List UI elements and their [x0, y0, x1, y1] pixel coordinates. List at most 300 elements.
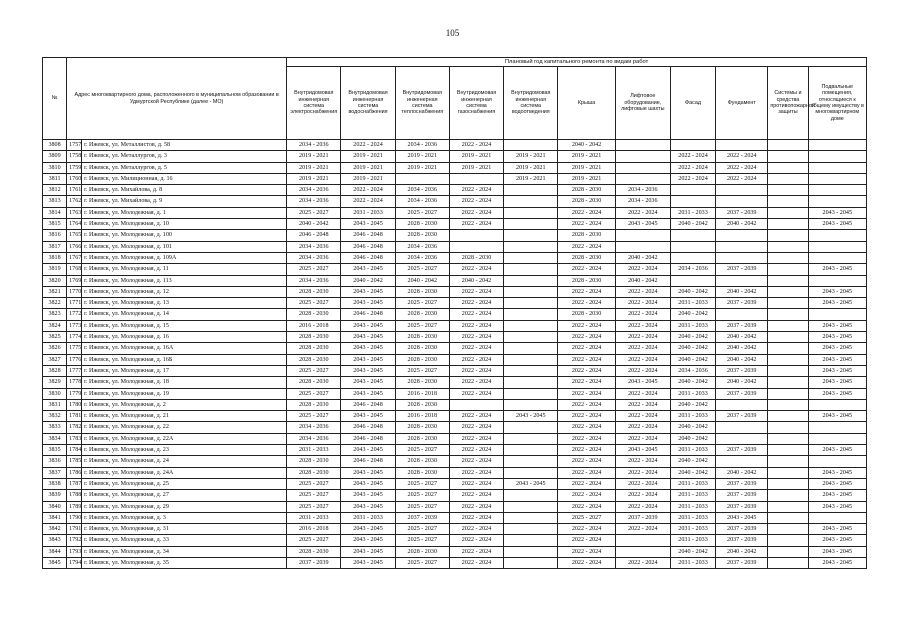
row-year-cell: 2019 - 2021: [287, 173, 341, 184]
row-sub-number: 1791: [67, 524, 82, 535]
row-year-cell: 2022 - 2024: [615, 354, 670, 365]
row-year-cell: 2025 - 2027: [395, 264, 449, 275]
row-year-cell: 2022 - 2024: [615, 524, 670, 535]
row-year-cell: 2034 - 2036: [395, 185, 449, 196]
table-row: [43, 252, 867, 263]
row-year-cell: 2022 - 2024: [449, 365, 503, 376]
row-year-cell: 2022 - 2024: [615, 501, 670, 512]
row-address: г. Ижевск, ул. Молодежная, д. 25: [82, 478, 287, 489]
row-year-cell: 2022 - 2024: [449, 388, 503, 399]
row-number: 3813: [43, 196, 67, 207]
row-year-cell: 2037 - 2039: [287, 557, 341, 568]
row-year-cell: [449, 230, 503, 241]
row-year-cell: [716, 196, 768, 207]
row-sub-number: 1760: [67, 173, 82, 184]
row-year-cell: [504, 433, 558, 444]
row-year-cell: [615, 173, 670, 184]
row-year-cell: 2028 - 2030: [287, 467, 341, 478]
row-year-cell: [716, 399, 768, 410]
row-year-cell: 2043 - 2045: [808, 320, 866, 331]
row-year-cell: [504, 230, 558, 241]
row-year-cell: 2043 - 2045: [716, 512, 768, 523]
row-address: г. Ижевск, ул. Молодежная, д. 12: [82, 286, 287, 297]
page-number: 105: [445, 28, 460, 38]
row-year-cell: [504, 286, 558, 297]
row-address: г. Ижевск, ул. Молодежная, д. 22: [82, 422, 287, 433]
row-address: г. Ижевск, ул. Металлургов, д. 5: [82, 162, 287, 173]
row-year-cell: 2037 - 2039: [716, 490, 768, 501]
row-year-cell: 2043 - 2045: [341, 411, 395, 422]
row-year-cell: 2040 - 2042: [287, 219, 341, 230]
row-year-cell: [768, 490, 808, 501]
header-work-type: Внутридомовая инженерная система водоснабжения: [341, 67, 395, 140]
row-year-cell: [395, 173, 449, 184]
row-year-cell: 2043 - 2045: [341, 478, 395, 489]
table-row: [43, 140, 867, 151]
table-row: [43, 173, 867, 184]
row-year-cell: 2022 - 2024: [615, 422, 670, 433]
row-year-cell: 2043 - 2045: [808, 490, 866, 501]
capital-repair-table: [42, 57, 867, 569]
row-year-cell: [768, 343, 808, 354]
row-year-cell: 2028 - 2030: [395, 354, 449, 365]
row-number: 3827: [43, 354, 67, 365]
row-year-cell: 2019 - 2021: [395, 162, 449, 173]
row-year-cell: 2025 - 2027: [395, 524, 449, 535]
row-number: 3828: [43, 365, 67, 376]
row-address: г. Ижевск, ул. Молодежная, д. 11: [82, 264, 287, 275]
row-year-cell: 2022 - 2024: [449, 298, 503, 309]
row-year-cell: 2046 - 2048: [287, 230, 341, 241]
row-year-cell: 2022 - 2024: [341, 140, 395, 151]
row-year-cell: 2040 - 2042: [716, 546, 768, 557]
row-address: г. Ижевск, ул. Молодежная, д. 16Б: [82, 354, 287, 365]
header-work-type: Системы и средства противопожарной защиты: [768, 67, 808, 140]
row-year-cell: 2022 - 2024: [449, 490, 503, 501]
row-address: г. Ижевск, ул. Молодежная, д. 1: [82, 207, 287, 218]
row-year-cell: 2022 - 2024: [615, 365, 670, 376]
row-year-cell: [504, 377, 558, 388]
row-number: 3817: [43, 241, 67, 252]
row-year-cell: 2043 - 2045: [808, 501, 866, 512]
row-year-cell: 2043 - 2045: [808, 535, 866, 546]
row-year-cell: 2040 - 2042: [716, 377, 768, 388]
row-year-cell: 2046 - 2048: [341, 309, 395, 320]
row-year-cell: 2022 - 2024: [615, 456, 670, 467]
row-year-cell: [716, 230, 768, 241]
row-year-cell: [716, 456, 768, 467]
row-number: 3842: [43, 524, 67, 535]
row-year-cell: [504, 252, 558, 263]
row-year-cell: 2028 - 2030: [287, 343, 341, 354]
row-year-cell: 2043 - 2045: [808, 546, 866, 557]
row-year-cell: 2043 - 2045: [808, 377, 866, 388]
row-year-cell: 2043 - 2045: [808, 467, 866, 478]
row-year-cell: [808, 275, 866, 286]
row-year-cell: [615, 162, 670, 173]
row-year-cell: 2022 - 2024: [558, 377, 615, 388]
row-year-cell: 2043 - 2045: [808, 219, 866, 230]
row-year-cell: 2025 - 2027: [395, 445, 449, 456]
row-sub-number: 1794: [67, 557, 82, 568]
row-year-cell: [615, 140, 670, 151]
row-year-cell: 2019 - 2021: [341, 162, 395, 173]
row-year-cell: [768, 433, 808, 444]
row-year-cell: 2022 - 2024: [558, 546, 615, 557]
row-year-cell: [504, 343, 558, 354]
table-row: [43, 445, 867, 456]
row-sub-number: 1792: [67, 535, 82, 546]
row-address: г. Ижевск, ул. Молодежная, д. 14: [82, 309, 287, 320]
row-year-cell: 2037 - 2039: [716, 365, 768, 376]
row-address: г. Ижевск, ул. Молодежная, д. 18: [82, 377, 287, 388]
row-year-cell: 2043 - 2045: [341, 219, 395, 230]
row-year-cell: 2043 - 2045: [341, 298, 395, 309]
row-year-cell: 2031 - 2033: [670, 445, 715, 456]
row-year-cell: 2022 - 2024: [449, 343, 503, 354]
row-year-cell: 2022 - 2024: [449, 196, 503, 207]
row-year-cell: [768, 445, 808, 456]
row-year-cell: [716, 422, 768, 433]
row-year-cell: 2022 - 2024: [615, 411, 670, 422]
header-work-type: Внутридомовая инженерная система газоснабжения: [449, 67, 503, 140]
row-year-cell: 2019 - 2021: [395, 151, 449, 162]
table-row: [43, 433, 867, 444]
row-year-cell: 2043 - 2045: [341, 445, 395, 456]
table-row: [43, 162, 867, 173]
row-number: 3821: [43, 286, 67, 297]
row-year-cell: 2040 - 2042: [670, 377, 715, 388]
row-year-cell: 2031 - 2033: [341, 207, 395, 218]
row-year-cell: 2043 - 2045: [341, 535, 395, 546]
row-address: г. Ижевск, ул. Молодежная, д. 109А: [82, 252, 287, 263]
row-year-cell: 2022 - 2024: [449, 309, 503, 320]
row-number: 3810: [43, 162, 67, 173]
row-year-cell: 2037 - 2039: [716, 524, 768, 535]
row-year-cell: 2046 - 2048: [341, 399, 395, 410]
row-year-cell: [504, 354, 558, 365]
row-sub-number: 1767: [67, 252, 82, 263]
row-sub-number: 1758: [67, 151, 82, 162]
row-year-cell: 2022 - 2024: [558, 298, 615, 309]
table-row: [43, 275, 867, 286]
row-year-cell: 2016 - 2018: [287, 320, 341, 331]
row-year-cell: [504, 365, 558, 376]
row-year-cell: 2028 - 2030: [395, 332, 449, 343]
row-year-cell: 2040 - 2042: [615, 252, 670, 263]
row-address: г. Ижевск, ул. Молодежная, д. 21: [82, 411, 287, 422]
row-address: г. Ижевск, ул. Молодежная, д. 24А: [82, 467, 287, 478]
row-year-cell: 2043 - 2045: [808, 524, 866, 535]
row-year-cell: 2025 - 2027: [395, 478, 449, 489]
row-year-cell: 2028 - 2030: [395, 399, 449, 410]
row-year-cell: 2028 - 2030: [287, 286, 341, 297]
row-year-cell: [504, 275, 558, 286]
row-year-cell: 2037 - 2039: [716, 535, 768, 546]
row-year-cell: 2028 - 2030: [395, 286, 449, 297]
row-year-cell: 2040 - 2042: [716, 467, 768, 478]
row-year-cell: 2022 - 2024: [449, 546, 503, 557]
row-year-cell: 2034 - 2036: [287, 241, 341, 252]
row-year-cell: 2037 - 2039: [716, 411, 768, 422]
row-year-cell: [808, 456, 866, 467]
table-row: [43, 557, 867, 568]
row-year-cell: 2034 - 2036: [395, 140, 449, 151]
row-year-cell: 2031 - 2033: [670, 501, 715, 512]
row-year-cell: 2037 - 2039: [716, 478, 768, 489]
row-year-cell: 2034 - 2036: [395, 241, 449, 252]
row-year-cell: [808, 140, 866, 151]
row-year-cell: [768, 196, 808, 207]
table-row: [43, 286, 867, 297]
row-year-cell: 2031 - 2033: [670, 490, 715, 501]
row-year-cell: 2019 - 2021: [504, 151, 558, 162]
row-year-cell: 2022 - 2024: [558, 456, 615, 467]
row-address: г. Ижевск, ул. Молодежная, д. 22А: [82, 433, 287, 444]
header-work-type: Внутридомовая инженерная система водоотведения: [504, 67, 558, 140]
row-year-cell: 2028 - 2030: [287, 456, 341, 467]
row-year-cell: 2043 - 2045: [808, 365, 866, 376]
row-year-cell: 2022 - 2024: [449, 524, 503, 535]
row-number: 3826: [43, 343, 67, 354]
row-year-cell: [768, 264, 808, 275]
row-year-cell: 2034 - 2036: [615, 185, 670, 196]
row-year-cell: 2025 - 2027: [395, 365, 449, 376]
row-year-cell: 2022 - 2024: [615, 298, 670, 309]
row-year-cell: 2022 - 2024: [615, 286, 670, 297]
row-year-cell: 2037 - 2039: [716, 501, 768, 512]
row-year-cell: [670, 196, 715, 207]
row-year-cell: 2022 - 2024: [449, 557, 503, 568]
row-year-cell: [504, 241, 558, 252]
row-year-cell: 2019 - 2021: [558, 173, 615, 184]
row-year-cell: 2022 - 2024: [558, 219, 615, 230]
row-year-cell: [768, 286, 808, 297]
row-year-cell: [504, 422, 558, 433]
table-row: [43, 377, 867, 388]
header-work-type: Лифтовое оборудование, лифтовые шахты: [615, 67, 670, 140]
row-year-cell: 2040 - 2042: [670, 467, 715, 478]
row-year-cell: 2022 - 2024: [558, 207, 615, 218]
row-year-cell: 2043 - 2045: [808, 388, 866, 399]
row-year-cell: 2016 - 2018: [287, 524, 341, 535]
row-year-cell: 2043 - 2045: [341, 365, 395, 376]
row-year-cell: 2040 - 2042: [716, 354, 768, 365]
row-year-cell: 2022 - 2024: [449, 501, 503, 512]
row-year-cell: 2022 - 2024: [615, 478, 670, 489]
row-address: г. Ижевск, ул. Молодежная, д. 16А: [82, 343, 287, 354]
row-year-cell: 2028 - 2030: [558, 275, 615, 286]
row-year-cell: 2043 - 2045: [341, 264, 395, 275]
row-sub-number: 1785: [67, 456, 82, 467]
row-number: 3809: [43, 151, 67, 162]
row-year-cell: 2043 - 2045: [615, 219, 670, 230]
row-year-cell: 2025 - 2027: [287, 501, 341, 512]
row-year-cell: 2040 - 2042: [670, 546, 715, 557]
header-work-type: Подвальные помещения, относящиеся к общему имуществу в многоквартирном доме: [808, 67, 866, 140]
row-year-cell: 2025 - 2027: [287, 264, 341, 275]
row-year-cell: [768, 377, 808, 388]
row-year-cell: [768, 230, 808, 241]
row-year-cell: [670, 140, 715, 151]
row-year-cell: 2043 - 2045: [341, 501, 395, 512]
row-year-cell: [670, 241, 715, 252]
row-year-cell: [504, 535, 558, 546]
header-work-type: Фасад: [670, 67, 715, 140]
row-year-cell: 2019 - 2021: [287, 162, 341, 173]
row-sub-number: 1763: [67, 207, 82, 218]
header-work-type: Фундамент: [716, 67, 768, 140]
row-year-cell: 2025 - 2027: [395, 207, 449, 218]
row-year-cell: [768, 309, 808, 320]
row-sub-number: 1762: [67, 196, 82, 207]
row-year-cell: [808, 512, 866, 523]
row-year-cell: 2040 - 2042: [615, 275, 670, 286]
row-year-cell: 2022 - 2024: [558, 388, 615, 399]
table-row: [43, 411, 867, 422]
row-year-cell: [504, 546, 558, 557]
row-year-cell: 2028 - 2030: [395, 433, 449, 444]
row-year-cell: 2025 - 2027: [558, 512, 615, 523]
row-number: 3814: [43, 207, 67, 218]
row-year-cell: 2040 - 2042: [670, 219, 715, 230]
row-year-cell: 2022 - 2024: [615, 399, 670, 410]
header-work-type: Внутридомовая инженерная система электроснабжения: [287, 67, 341, 140]
row-year-cell: 2043 - 2045: [808, 478, 866, 489]
row-year-cell: 2040 - 2042: [670, 354, 715, 365]
row-year-cell: [449, 241, 503, 252]
row-year-cell: [670, 275, 715, 286]
row-address: г. Ижевск, ул. Молодежная, д. 19: [82, 388, 287, 399]
row-year-cell: 2040 - 2042: [670, 399, 715, 410]
header-group: Плановый год капитального ремонта по видам работ: [287, 58, 867, 67]
row-number: 3820: [43, 275, 67, 286]
row-year-cell: 2028 - 2030: [395, 422, 449, 433]
row-year-cell: [504, 140, 558, 151]
row-number: 3837: [43, 467, 67, 478]
row-year-cell: [504, 219, 558, 230]
header-num: №: [43, 58, 67, 140]
row-address: г. Ижевск, ул. Молодежная, д. 24: [82, 456, 287, 467]
row-year-cell: 2016 - 2018: [395, 411, 449, 422]
row-year-cell: 2031 - 2033: [670, 535, 715, 546]
row-year-cell: 2022 - 2024: [558, 264, 615, 275]
row-address: г. Ижевск, ул. Милиционная, д. 16: [82, 173, 287, 184]
row-year-cell: 2028 - 2030: [395, 377, 449, 388]
row-year-cell: 2043 - 2045: [341, 286, 395, 297]
row-year-cell: 2043 - 2045: [615, 445, 670, 456]
row-address: г. Ижевск, ул. Молодежная, д. 33: [82, 535, 287, 546]
row-year-cell: [768, 399, 808, 410]
row-address: г. Ижевск, ул. Молодежная, д. 100: [82, 230, 287, 241]
table-row: [43, 478, 867, 489]
row-year-cell: 2022 - 2024: [449, 411, 503, 422]
table-row: [43, 456, 867, 467]
row-sub-number: 1777: [67, 365, 82, 376]
row-year-cell: [768, 501, 808, 512]
table-row: [43, 264, 867, 275]
row-year-cell: [716, 252, 768, 263]
row-year-cell: 2043 - 2045: [808, 343, 866, 354]
row-year-cell: 2043 - 2045: [615, 377, 670, 388]
row-year-cell: [504, 185, 558, 196]
table-row: [43, 219, 867, 230]
row-year-cell: 2043 - 2045: [341, 490, 395, 501]
row-sub-number: 1780: [67, 399, 82, 410]
row-year-cell: 2019 - 2021: [449, 162, 503, 173]
row-sub-number: 1776: [67, 354, 82, 365]
row-number: 3829: [43, 377, 67, 388]
row-year-cell: 2043 - 2045: [808, 411, 866, 422]
row-address: г. Ижевск, ул. Молодежная, д. 13: [82, 298, 287, 309]
table-row: [43, 185, 867, 196]
row-number: 3822: [43, 298, 67, 309]
row-year-cell: [768, 535, 808, 546]
row-year-cell: 2022 - 2024: [558, 332, 615, 343]
table-row: [43, 365, 867, 376]
row-year-cell: 2022 - 2024: [449, 456, 503, 467]
row-address: г. Ижевск, ул. Металлистов, д. 58: [82, 140, 287, 151]
row-number: 3844: [43, 546, 67, 557]
row-address: г. Ижевск, ул. Михайлова, д. 8: [82, 185, 287, 196]
row-year-cell: 2043 - 2045: [808, 557, 866, 568]
row-year-cell: 2022 - 2024: [558, 433, 615, 444]
row-year-cell: [768, 252, 808, 263]
table-row: [43, 388, 867, 399]
row-year-cell: 2025 - 2027: [287, 388, 341, 399]
row-year-cell: 2022 - 2024: [615, 467, 670, 478]
row-year-cell: 2022 - 2024: [558, 365, 615, 376]
row-address: г. Ижевск, ул. Молодежная, д. 31: [82, 524, 287, 535]
row-address: г. Ижевск, ул. Металлургов, д. 3: [82, 151, 287, 162]
row-year-cell: [768, 388, 808, 399]
row-year-cell: 2028 - 2030: [287, 354, 341, 365]
row-year-cell: [504, 388, 558, 399]
row-year-cell: 2037 - 2039: [716, 388, 768, 399]
row-year-cell: 2019 - 2021: [504, 162, 558, 173]
row-year-cell: 2022 - 2024: [615, 433, 670, 444]
row-year-cell: [768, 422, 808, 433]
row-address: г. Ижевск, ул. Молодежная, д. 15: [82, 320, 287, 331]
row-year-cell: 2022 - 2024: [449, 140, 503, 151]
row-year-cell: 2019 - 2021: [504, 173, 558, 184]
row-year-cell: [670, 185, 715, 196]
row-number: 3823: [43, 309, 67, 320]
row-year-cell: 2037 - 2039: [716, 557, 768, 568]
row-year-cell: 2043 - 2045: [808, 445, 866, 456]
row-year-cell: [808, 241, 866, 252]
table-row: [43, 309, 867, 320]
row-year-cell: 2022 - 2024: [558, 399, 615, 410]
row-year-cell: 2022 - 2024: [449, 185, 503, 196]
row-year-cell: 2034 - 2036: [287, 275, 341, 286]
row-year-cell: [768, 478, 808, 489]
row-year-cell: 2022 - 2024: [558, 241, 615, 252]
row-year-cell: 2022 - 2024: [558, 445, 615, 456]
row-year-cell: 2037 - 2039: [716, 320, 768, 331]
row-year-cell: 2022 - 2024: [449, 478, 503, 489]
row-year-cell: [504, 196, 558, 207]
row-year-cell: 2034 - 2036: [287, 252, 341, 263]
row-year-cell: [808, 173, 866, 184]
row-year-cell: 2028 - 2030: [395, 546, 449, 557]
row-year-cell: 2040 - 2042: [670, 286, 715, 297]
row-year-cell: 2025 - 2027: [287, 207, 341, 218]
row-year-cell: 2043 - 2045: [808, 354, 866, 365]
row-year-cell: 2043 - 2045: [808, 332, 866, 343]
row-year-cell: 2040 - 2042: [670, 456, 715, 467]
row-year-cell: 2043 - 2045: [341, 377, 395, 388]
